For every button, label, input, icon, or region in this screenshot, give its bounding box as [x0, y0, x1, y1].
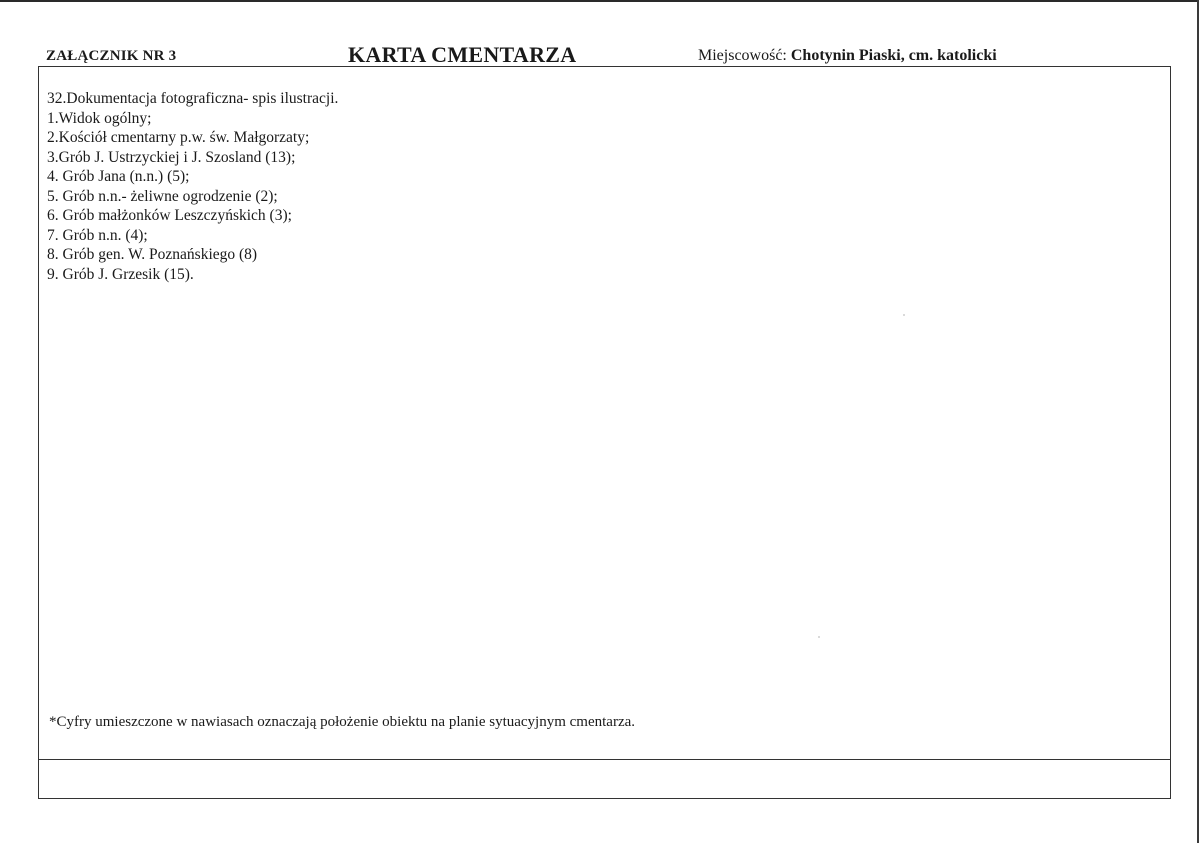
- photo-documentation-list: [47, 89, 338, 284]
- list-item: 1.Widok ogólny;: [47, 109, 152, 127]
- list-item: 6. Grób małżonków Leszczyńskich (3);: [47, 207, 292, 224]
- card-frame: [38, 66, 1171, 799]
- frame-divider: [39, 759, 1170, 760]
- location-value: Chotynin Piaski, cm. katolicki: [790, 47, 997, 64]
- list-item: 2.Kościół cmentarny p.w. św. Małgorzaty;: [47, 129, 310, 146]
- list-item: 8. Grób gen. W. Poznańskiego (8): [47, 246, 258, 263]
- location: [698, 47, 997, 65]
- list-item: 5. Grób n.n.- żeliwne ogrodzenie (2);: [47, 187, 278, 205]
- footnote: *Cyfry umieszczone w nawiasach oznaczają położenie obiektu na planie sytuacyjnym cmentarza.: [49, 714, 636, 730]
- list-item: 7. Grób n.n. (4);: [47, 226, 148, 244]
- page-title: KARTA CMENTARZA: [348, 42, 577, 67]
- list-item: 4. Grób Jana (n.n.) (5);: [47, 168, 190, 185]
- page-header: [46, 40, 1172, 68]
- attachment-number: ZAŁĄCZNIK NR 3: [46, 48, 177, 64]
- list-item: 3.Grób J. Ustrzyckiej i J. Szosland (13);: [47, 148, 296, 166]
- list-item: 9. Grób J. Grzesik (15).: [47, 265, 194, 283]
- scan-speck: [818, 636, 820, 638]
- section-heading: 32.Dokumentacja fotograficzna- spis ilustracji.: [47, 90, 339, 107]
- scan-speck: [903, 314, 905, 316]
- location-label: Miejscowość:: [698, 47, 791, 64]
- scan-edge-top: [0, 0, 1199, 2]
